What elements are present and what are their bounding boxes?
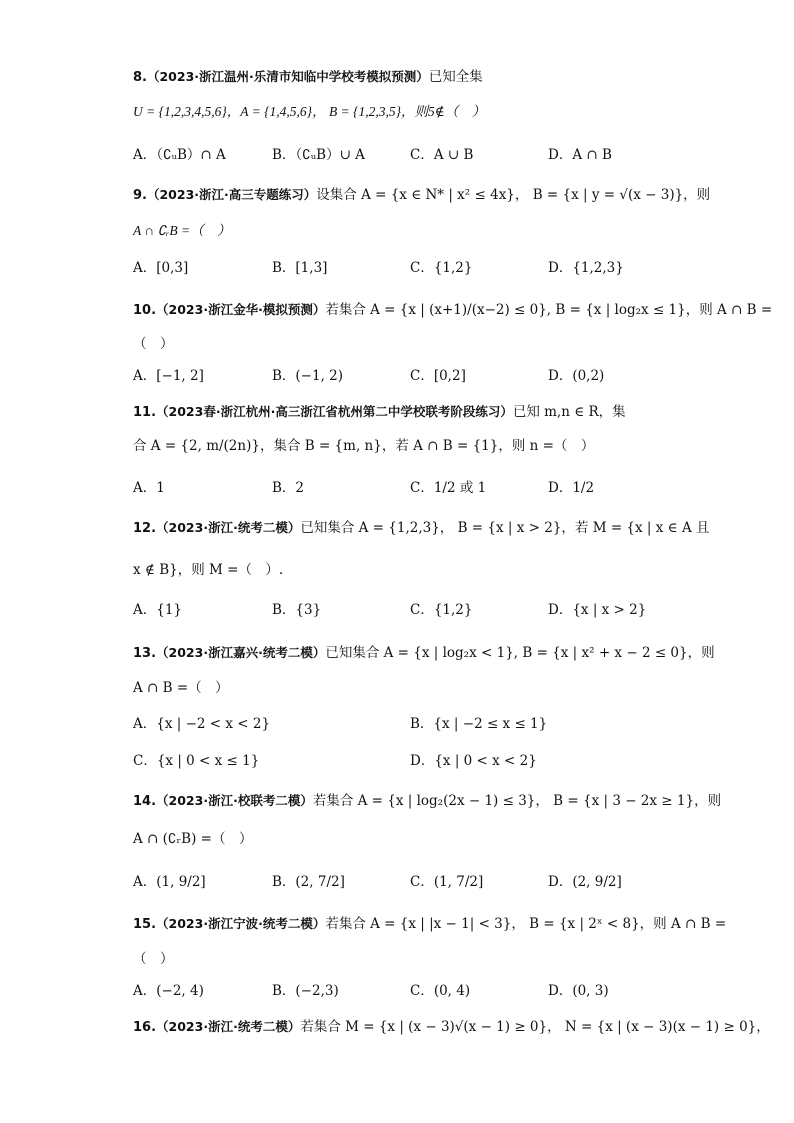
question-number: 12. <box>133 521 157 536</box>
question-15-line2: （ ） <box>133 951 174 967</box>
question-source: （2023·浙江·高三专题练习） <box>146 187 317 202</box>
question-stem: 已知 m,n ∈ R，集 <box>512 404 626 420</box>
question-9-option-a[interactable]: A．[0,3] <box>133 260 189 276</box>
question-13-line1 <box>133 643 715 664</box>
question-8-option-b[interactable]: B．（∁ᵤB）∪ A <box>272 147 365 163</box>
question-9-line2: A ∩ ∁ᵣB =（ ） <box>133 223 231 238</box>
question-number: 11. <box>133 405 157 420</box>
question-15-option-b[interactable]: B．(−2,3) <box>272 983 339 999</box>
question-11-line1 <box>133 402 626 423</box>
question-10-option-a[interactable]: A．[−1, 2] <box>133 368 204 384</box>
question-13-option-b[interactable]: B．{x | −2 ≤ x ≤ 1} <box>410 716 548 732</box>
question-15-option-d[interactable]: D．(0, 3) <box>548 983 609 999</box>
question-8-option-c[interactable]: C．A ∪ B <box>410 147 474 163</box>
question-14-option-c[interactable]: C．(1, 7/2] <box>410 874 484 890</box>
question-13-option-c[interactable]: C．{x | 0 < x ≤ 1} <box>133 753 260 769</box>
question-9-option-c[interactable]: C．{1,2} <box>410 260 473 276</box>
question-15-option-c[interactable]: C．(0, 4) <box>410 983 471 999</box>
question-10-option-b[interactable]: B．(−1, 2) <box>272 368 344 384</box>
question-10-line2: （ ） <box>133 336 174 352</box>
question-number: 14. <box>133 794 157 809</box>
question-source: （2023·浙江温州·乐清市知临中学校考模拟预测） <box>146 69 429 84</box>
question-13-option-a[interactable]: A．{x | −2 < x < 2} <box>133 716 271 732</box>
question-source: （2023·浙江金华·模拟预测） <box>156 302 326 317</box>
question-8-line1 <box>133 67 483 88</box>
question-12-line1 <box>133 518 710 539</box>
question-12-option-a[interactable]: A．{1} <box>133 602 183 618</box>
question-source: （2023·浙江嘉兴·统考二模） <box>156 645 326 660</box>
question-13-line2: A ∩ B =（ ） <box>133 680 229 696</box>
question-source: （2023·浙江宁波·统考二模） <box>156 916 326 931</box>
question-15-option-a[interactable]: A．(−2, 4) <box>133 983 204 999</box>
question-stem: 已知全集 <box>428 69 483 85</box>
question-11-option-b[interactable]: B．2 <box>272 480 305 496</box>
question-source: （2023·浙江·统考二模） <box>156 520 301 535</box>
question-8-option-d[interactable]: D．A ∩ B <box>548 147 612 163</box>
question-11-option-d[interactable]: D．1/2 <box>548 480 595 496</box>
question-11-option-c[interactable]: C．1/2 或 1 <box>410 480 487 496</box>
question-stem: 若集合 A = {x | log₂(2x − 1) ≤ 3}， B = {x | 3 − 2x ≥ 1}，则 <box>312 793 722 809</box>
question-number: 9. <box>133 188 147 203</box>
question-number: 16. <box>133 1020 157 1035</box>
question-stem: 设集合 A = {x ∈ N* | x² ≤ 4x}， B = {x | y = √(x − 3)}，则 <box>316 187 711 203</box>
question-12-option-c[interactable]: C．{1,2} <box>410 602 473 618</box>
question-10-option-d[interactable]: D．(0,2) <box>548 368 605 384</box>
question-source: （2023·浙江·校联考二模） <box>156 793 313 808</box>
question-8-line2: U = {1,2,3,4,5,6}，A = {1,4,5,6}， B = {1,2,3,5}，则5∉（ ） <box>133 104 486 119</box>
question-16-line1 <box>133 1017 770 1038</box>
question-stem: 已知集合 A = {1,2,3}， B = {x | x > 2}，若 M = {x | x ∈ A 且 <box>300 520 710 536</box>
question-number: 10. <box>133 303 157 318</box>
question-12-option-b[interactable]: B．{3} <box>272 602 322 618</box>
question-14-option-a[interactable]: A．(1, 9/2] <box>133 874 206 890</box>
question-stem: 若集合 A = {x | |x − 1| < 3}， B = {x | 2ˣ < 8}，则 A ∩ B = <box>325 916 727 932</box>
question-12-line2: x ∉ B}，则 M =（ ）. <box>133 562 284 578</box>
question-9-line1 <box>133 185 710 206</box>
question-number: 15. <box>133 917 157 932</box>
question-13-option-d[interactable]: D．{x | 0 < x < 2} <box>410 753 537 769</box>
question-8-option-a[interactable]: A．（∁ᵤB）∩ A <box>133 147 226 163</box>
question-14-line1 <box>133 791 721 812</box>
question-source: （2023·浙江·统考二模） <box>156 1019 301 1034</box>
question-11-option-a[interactable]: A．1 <box>133 480 165 496</box>
question-stem: 若集合 M = {x | (x − 3)√(x − 1) ≥ 0}， N = {x | (x − 3)(x − 1) ≥ 0}， <box>300 1019 770 1035</box>
question-12-option-d[interactable]: D．{x | x > 2} <box>548 602 647 618</box>
question-14-option-d[interactable]: D．(2, 9/2] <box>548 874 622 890</box>
question-9-option-d[interactable]: D．{1,2,3} <box>548 260 624 276</box>
question-10-line1 <box>133 300 772 321</box>
question-source: （2023春·浙江杭州·高三浙江省杭州第二中学校联考阶段练习） <box>156 404 513 419</box>
question-14-option-b[interactable]: B．(2, 7/2] <box>272 874 345 890</box>
question-10-option-c[interactable]: C．[0,2] <box>410 368 466 384</box>
question-stem: 若集合 A = {x | (x+1)/(x−2) ≤ 0}, B = {x | log₂x ≤ 1}，则 A ∩ B = <box>325 302 773 318</box>
question-number: 13. <box>133 646 157 661</box>
question-14-line2: A ∩ (∁ᵣB) =（ ） <box>133 831 253 847</box>
question-15-line1 <box>133 914 726 935</box>
question-stem: 已知集合 A = {x | log₂x < 1}, B = {x | x² + x − 2 ≤ 0}，则 <box>325 645 715 661</box>
question-number: 8. <box>133 70 147 85</box>
question-11-line2: 合 A = {2, m/(2n)}，集合 B = {m, n}，若 A ∩ B = {1}，则 n =（ ） <box>133 438 595 454</box>
question-9-option-b[interactable]: B．[1,3] <box>272 260 328 276</box>
